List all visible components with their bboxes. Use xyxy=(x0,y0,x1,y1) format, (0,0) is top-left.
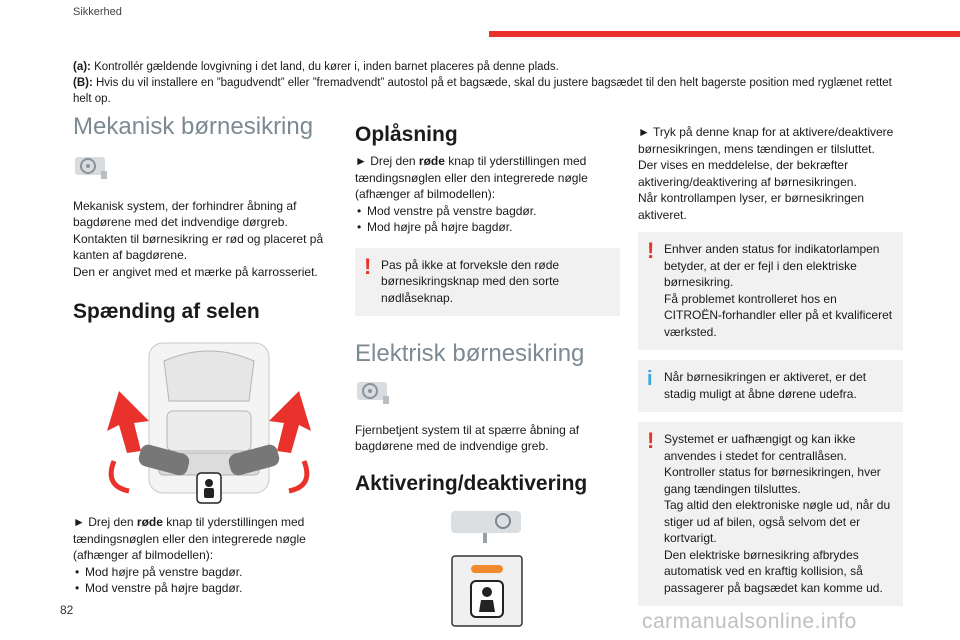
column-unlocking xyxy=(355,122,620,627)
tension-instruction: ► Drej den røde knap til yderstillingen med tændingsnøglen eller den integrerede nøgle (afhænger af bilmodellen): • Mod højre på venstre bagdør. • Mod venstre på højre bagdør. xyxy=(73,514,335,597)
warning-box: ! Pas på ikke at forveksle den røde børnesikringsknap med den sorte nødlåseknap. xyxy=(355,248,620,317)
column-mechanical-lock xyxy=(73,112,335,597)
warning-icon: ! xyxy=(647,428,655,453)
footnotes xyxy=(73,59,893,107)
info-icon: i xyxy=(647,368,653,390)
column-activation-steps xyxy=(638,124,903,606)
heading-activation: Aktivering/deaktivering xyxy=(355,471,588,495)
page-number: 82 xyxy=(60,603,74,617)
child-lock-button[interactable] xyxy=(451,555,523,627)
heading-electric: Elektrisk børnesikring xyxy=(355,340,585,367)
list-item: • Mod venstre på højre bagdør. xyxy=(73,580,335,597)
header-accent-bar xyxy=(489,31,960,37)
list-item: • Mod højre på venstre bagdør. xyxy=(73,564,335,581)
note-b: (B): Hvis du vil installere en ”bagudvendt” eller ”fremadvendt” autostol på et bagsæde, skal du justere bagsædet til den helt bagerste position med ryglænet rettet helt op. xyxy=(73,77,892,105)
watermark: carmanualsonline.info xyxy=(642,610,857,633)
activation-body: Der vises en meddelelse, der bekræfter aktivering/deaktivering af børnesikringen. Når kontrollampen lyser, er børnesikringen aktiveret. xyxy=(638,158,865,222)
warning-box: ! Systemet er uafhængigt og kan ikke anvendes i stedet for centrallåsen. Kontroller status for børnesikringen, hver gang tændingen tilsluttes. Tag altid den elektroniske nøgle ud, når du stiger ud af bilen, også selvom det er kortvarigt. Den elektriske børnesikring afbrydes automatisk ved en kraftig kollision, så passagerer på bagsædet kan komme ud. xyxy=(638,422,903,606)
warning-icon: ! xyxy=(647,238,655,263)
heading-unlocking: Oplåsning xyxy=(355,123,458,146)
activation-step: ► Tryk på denne knap for at aktivere/deaktivere børnesikringen, mens tændingen er tilsluttet. xyxy=(638,124,903,157)
note-a: (a): Kontrollér gældende lovgivning i det land, du kører i, inden barnet placeres på denne plads. xyxy=(73,61,559,73)
warning-icon: ! xyxy=(364,253,372,279)
mechanical-body: Mekanisk system, der forhindrer åbning af bagdørene med det indvendige dørgreb. Kontakten til børnesikring er rød og placeret på kanten af bagdørene. Den er angivet med et mærke på karrosseriet. xyxy=(73,198,324,279)
list-item: • Mod højre på højre bagdør. xyxy=(355,219,620,236)
warning-box: ! Enhver anden status for indikatorlampen betyder, at der er fejl i den elektriske børnesikring. Få problemet kontrolleret hos en CITROËN-forhandler eller på et kvalificeret værksted. xyxy=(638,232,903,350)
heading-mechanical: Mekanisk børnesikring xyxy=(73,113,314,140)
info-box: i Når børnesikringen er aktiveret, er det stadig muligt at åbne dørene udefra. xyxy=(638,360,903,412)
unlocking-instruction: ► Drej den røde knap til yderstillingen med tændingsnøglen eller den integrerede nøgle (afhænger af bilmodellen): • Mod venstre på venstre bagdør. • Mod højre på højre bagdør. xyxy=(355,153,620,236)
heading-tension: Spænding af selen xyxy=(73,300,260,323)
dashboard-icon xyxy=(451,511,526,545)
section-title: Sikkerhed xyxy=(73,6,122,18)
child-lock-illustration xyxy=(89,341,329,506)
list-item: • Mod venstre på venstre bagdør. xyxy=(355,203,620,220)
steering-wheel-icon xyxy=(355,380,391,406)
electric-body: Fjernbetjent system til at spærre åbning af bagdørene med de indvendige greb. xyxy=(355,422,580,453)
steering-wheel-icon xyxy=(73,155,109,181)
